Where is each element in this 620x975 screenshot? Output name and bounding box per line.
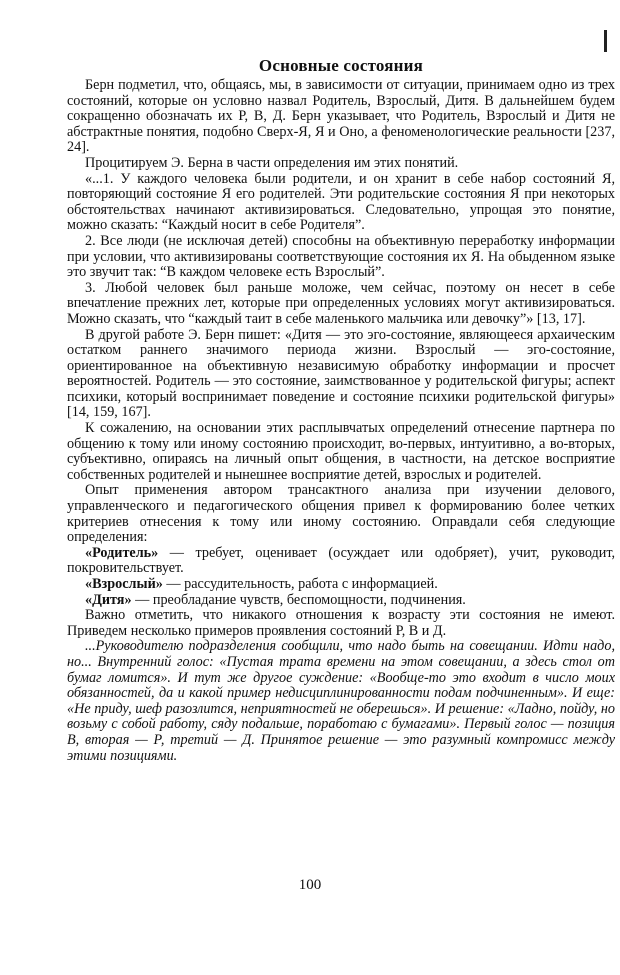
paragraph: 3. Любой человек был раньше моложе, чем сейчас, поэтому он несет в себе впечатление прежних лет, которые при определенных условиях могут активизироваться. Можно сказать, что “каждый таит в себе маленького мальчика или девочку”» [13, 17].: [67, 279, 615, 327]
paragraph: Опыт применения автором трансактного анализа при изучении делового, управленческого и педагогического общения привел к формированию более четких критериев отнесения к тому или иному состоянию. Оправдали себя следующие определения:: [67, 482, 615, 546]
definition-adult: [67, 577, 615, 593]
paragraph: Процитируем Э. Берна в части определения им этих понятий.: [85, 154, 459, 171]
definition-text: — требует, оценивает (осуждает или одобряет), учит, руководит, покровительствует.: [67, 544, 615, 577]
definition-term: «Взрослый»: [85, 576, 163, 592]
section-title: Основные состояния: [258, 56, 424, 75]
definition-term: «Дитя»: [85, 591, 132, 608]
definition-text: — преобладание чувств, беспомощности, подчинения.: [131, 591, 466, 608]
page-number: 100: [298, 877, 322, 893]
paragraph: Берн подметил, что, общаясь, мы, в зависимости от ситуации, принимаем одно из трех состояний, которые он условно назвал Родитель, Взрослый, Дитя. В дальнейшем будем сокращенно обозначать их Р, В, Д. Берн указывает, что Родитель, Взрослый и Дитя не абстрактные понятия, подобно Сверх-Я, Я и Оно, а феноменологические реальности [237, 24].: [67, 77, 615, 156]
scan-edge-mark: [604, 30, 607, 52]
paragraph: В другой работе Э. Берн пишет: «Дитя — это эго-состояние, являющееся архаическим остатком раннего значимого периода жизни. Взрослый — эго-состояние, ориентированное на объективную независимую обработку информации и просчет вероятностей. Родитель — это состояние, заимствованное у родительской фигуры; аспект психики, который воспринимает поведение и состояние психики родительской фигуры» [14, 159, 167].: [67, 326, 615, 421]
example-paragraph: ...Руководителю подразделения сообщили, что надо быть на совещании. Идти надо, но... Внутренний голос: «Пустая трата времени на этом совещании, а здесь стол от бумаг ломится». И тут же другое суждение: «Вообще-то это входит в число моих обязанностей, да и какой пример недисциплинированности подам подчиненным». И еще: «Не приду, шеф разозлится, неприятностей не оберешься». И решение: «Ладно, пойду, но возьму с собой работу, сяду подальше, поработаю с бумагами». Первый голос — позиция В, вторая — Р, третий — Д. Принятое решение — это разумный компромисс между этими позициями.: [67, 638, 615, 764]
paragraph: 2. Все люди (не исключая детей) способны на объективную переработку информации при условии, что активизированы соответствующие состояния их Я. На обыденном языке это звучит так: “В каждом человеке есть Взрослый”.: [67, 232, 615, 281]
definition-text: — рассудительность, работа с информацией.: [162, 576, 438, 592]
page-body: [67, 56, 615, 764]
paragraph: Важно отметить, что никакого отношения к возрасту эти состояния не имеют. Приведем несколько примеров проявления состояний Р, В и Д.: [67, 607, 615, 639]
definition-parent: [67, 546, 615, 577]
paragraph: К сожалению, на основании этих расплывчатых определений отнесение партнера по общению к тому или иному состоянию происходит, во-первых, интуитивно, а во-вторых, субъективно, опираясь на личный опыт общения, в частности, на детское восприятие собственных родителей и нынешнее восприятие детей, взрослых и родителей.: [67, 420, 615, 483]
definition-child: [67, 593, 615, 609]
paragraph: «...1. У каждого человека были родители, и он хранит в себе набор состояний Я, повторяющий состояние Я его родителей. Эти родительские состояния Я при некоторых обстоятельствах начинают активизироваться. Следовательно, упрощая это понятие, можно сказать: “Каждый носит в себе Родителя”.: [67, 170, 615, 234]
definition-term: «Родитель»: [85, 544, 159, 561]
